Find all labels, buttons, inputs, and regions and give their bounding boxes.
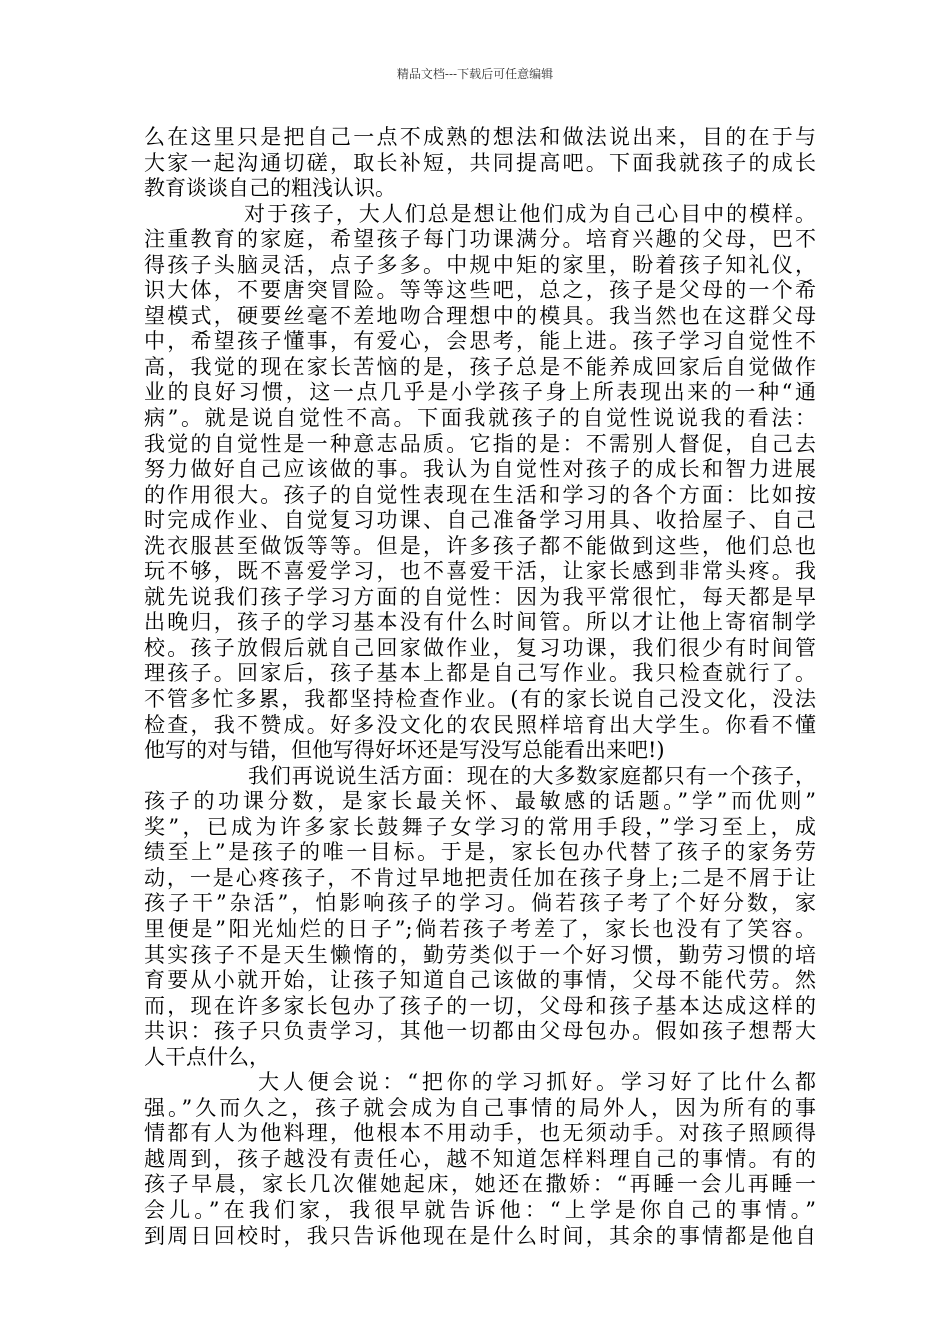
text-line: 动，一是心疼孩子，不肯过早地把责任加在孩子身上;二是不屑于让 <box>144 865 816 890</box>
text-line: 注重教育的家庭，希望孩子每门功课满分。培育兴趣的父母，巴不 <box>144 227 816 252</box>
document-body <box>144 125 816 1249</box>
text-line: 共识：孩子只负责学习，其他一切都由父母包办。假如孩子想帮大 <box>144 1019 816 1044</box>
text-line: 孩子的功课分数，是家长最关怀、最敏感的话题。”学”而优则” <box>144 789 816 814</box>
text-line: 育要从小就开始，让孩子知道自己该做的事情，父母不能代劳。然 <box>144 968 816 993</box>
text-line: 高，我觉的现在家长苦恼的是，孩子总是不能养成回家后自觉做作 <box>144 354 816 379</box>
text-line: 我觉的自觉性是一种意志品质。它指的是：不需别人督促，自己去 <box>144 431 816 456</box>
text-line: 玩不够，既不喜爱学习，也不喜爱干活，让家长感到非常头疼。我 <box>144 559 816 584</box>
text-line: 努力做好自己应该做的事。我认为自觉性对孩子的成长和智力进展 <box>144 457 816 482</box>
text-line: 越周到，孩子越没有责任心，越不知道怎样料理自己的事情。有的 <box>144 1146 816 1171</box>
text-line: 孩子干”杂活”，怕影响孩子的学习。倘若孩子考了个好分数，家 <box>144 891 816 916</box>
text-line: 业的良好习惯，这一点几乎是小学孩子身上所表现出来的一种“通 <box>144 380 816 405</box>
text-line: 理孩子。回家后，孩子基本上都是自己写作业。我只检查就行了。 <box>144 661 816 686</box>
text-line: 绩至上”是孩子的唯一目标。于是，家长包办代替了孩子的家务劳 <box>144 840 816 865</box>
text-line: 病”。就是说自觉性不高。下面我就孩子的自觉性说说我的看法： <box>144 406 816 431</box>
text-line: 不管多忙多累，我都坚持检查作业。(有的家长说自己没文化，没法 <box>144 687 816 712</box>
text-line: 强。”久而久之，孩子就会成为自己事情的局外人，因为所有的事 <box>144 1095 816 1120</box>
text-line: 孩子早晨，家长几次催她起床，她还在撒娇：“再睡一会儿再睡一 <box>144 1172 816 1197</box>
text-line: 而，现在许多家长包办了孩子的一切，父母和孩子基本达成这样的 <box>144 993 816 1018</box>
text-line: 大家一起沟通切磋，取长补短，共同提高吧。下面我就孩子的成长 <box>144 150 816 175</box>
text-line: 教育谈谈自己的粗浅认识。 <box>144 176 396 201</box>
text-line: 其实孩子不是天生懒惰的，勤劳类似于一个好习惯，勤劳习惯的培 <box>144 942 816 967</box>
text-line: 得孩子头脑灵活，点子多多。中规中矩的家里，盼着孩子知礼仪， <box>144 252 816 277</box>
text-line: 望模式，硬要丝毫不差地吻合理想中的模具。我当然也在这群父母 <box>144 303 816 328</box>
text-line: 检查，我不赞成。好多没文化的农民照样培育出大学生。你看不懂 <box>144 712 816 737</box>
text-line: 奖”，已成为许多家长鼓舞子女学习的常用手段，”学习至上，成 <box>144 814 816 839</box>
page-header: 精品文档---下载后可任意编辑 <box>396 67 554 81</box>
text-line: 出晚归，孩子的学习基本没有什么时间管。所以才让他上寄宿制学 <box>144 610 816 635</box>
text-line: 就先说我们孩子学习方面的自觉性：因为我平常很忙，每天都是早 <box>144 584 816 609</box>
text-line: 到周日回校时，我只告诉他现在是什么时间，其余的事情都是他自 <box>144 1223 816 1248</box>
text-line: 时完成作业、自觉复习功课、自己准备学习用具、收拾屋子、自己 <box>144 508 816 533</box>
text-line: 洗衣服甚至做饭等等。但是，许多孩子都不能做到这些，他们总也 <box>144 533 816 558</box>
text-line: 么在这里只是把自己一点不成熟的想法和做法说出来，目的在于与 <box>144 125 816 149</box>
text-line: 里便是”阳光灿烂的日子”;倘若孩子考差了，家长也没有了笑容。 <box>144 916 816 941</box>
text-line: 中，希望孩子懂事，有爱心，会思考，能上进。孩子学习自觉性不 <box>144 329 816 354</box>
text-line: 校。孩子放假后就自己回家做作业，复习功课，我们很少有时间管 <box>144 635 816 660</box>
paragraph-first-line: 大人便会说：“把你的学习抓好。学习好了比什么都 <box>258 1070 816 1095</box>
text-line: 会儿。”在我们家，我很早就告诉他：“上学是你自己的事情。” <box>144 1197 816 1222</box>
paragraph-first-line: 对于孩子，大人们总是想让他们成为自己心目中的模样。 <box>244 201 816 226</box>
text-line: 识大体，不要唐突冒险。等等这些吧，总之，孩子是父母的一个希 <box>144 278 816 303</box>
text-line: 他写的对与错，但他写得好坏还是写没写总能看出来吧!) <box>144 738 665 763</box>
text-line: 人干点什么， <box>144 1044 270 1069</box>
text-line: 的作用很大。孩子的自觉性表现在生活和学习的各个方面：比如按 <box>144 482 816 507</box>
text-line: 情都有人为他料理，他根本不用动手，也无须动手。对孩子照顾得 <box>144 1121 816 1146</box>
paragraph-first-line: 我们再说说生活方面：现在的大多数家庭都只有一个孩子， <box>248 763 816 788</box>
